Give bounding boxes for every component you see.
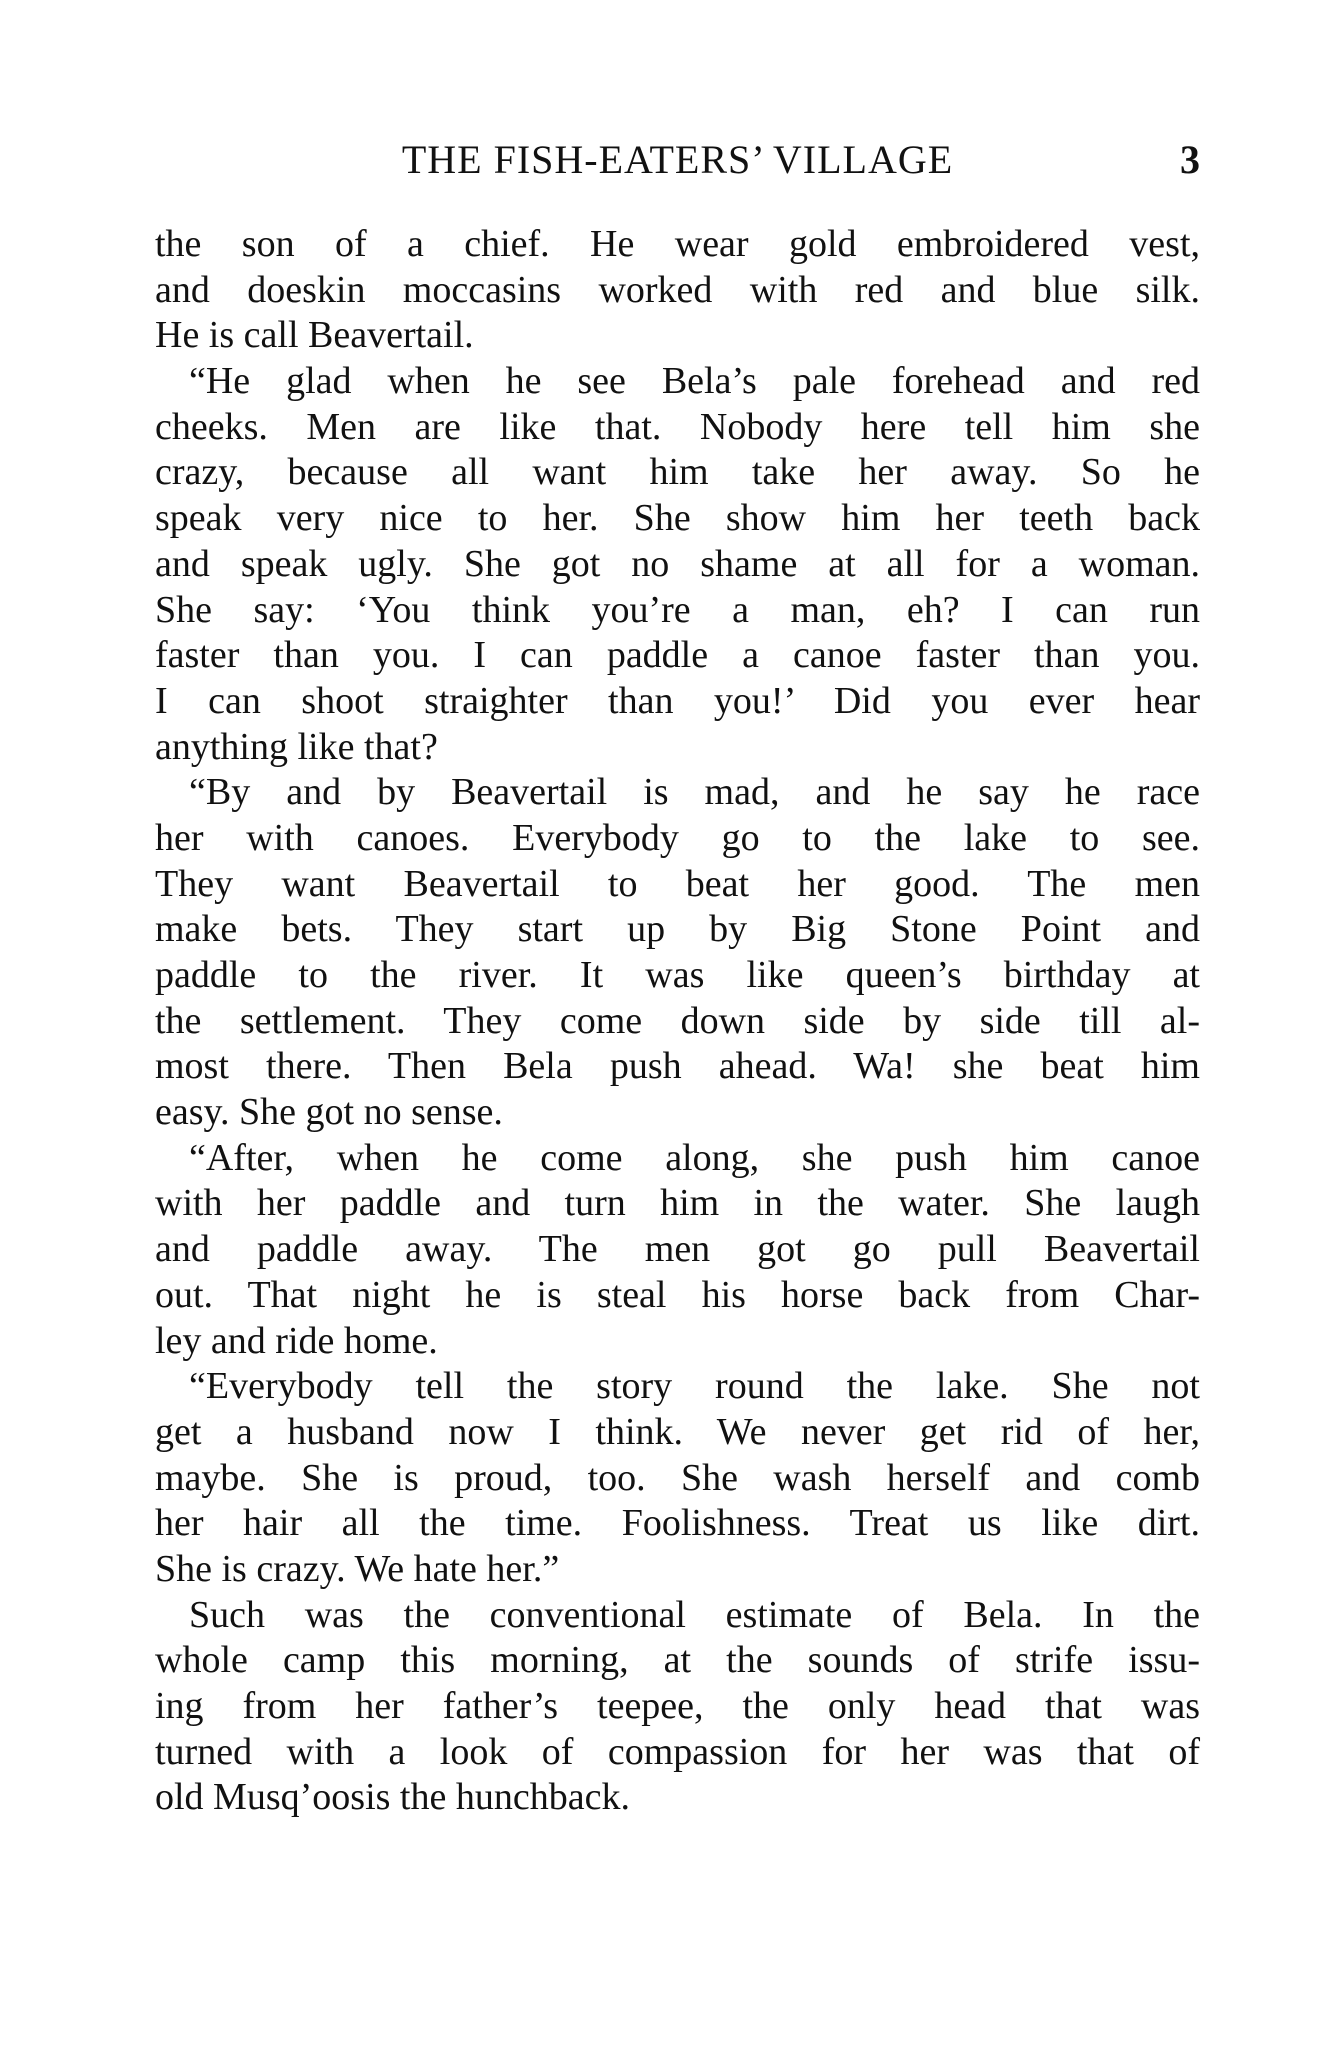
text-line: and paddle away. The men got go pull Beavertail xyxy=(155,1228,1200,1271)
running-title: THE FISH-EATERS’ VILLAGE xyxy=(401,137,954,182)
text-line: easy. She got no sense. xyxy=(155,1091,503,1134)
text-line: whole camp this morning, at the sounds of strife issu- xyxy=(155,1639,1200,1682)
text-line: I can shoot straighter than you!’ Did you ever hear xyxy=(155,679,1200,722)
text-line: “He glad when he see Bela’s pale forehead and red xyxy=(189,360,1200,403)
text-line: and speak ugly. She got no shame at all for a woman. xyxy=(155,542,1200,585)
text-line: out. That night he is steal his horse back from Char- xyxy=(155,1273,1200,1316)
running-head xyxy=(155,135,1200,185)
text-line: the son of a chief. He wear gold embroidered vest, xyxy=(155,223,1200,265)
text-line: crazy, because all want him take her away. So he xyxy=(155,451,1200,494)
text-line: her hair all the time. Foolishness. Treat us like dirt. xyxy=(155,1502,1200,1545)
text-line: maybe. She is proud, too. She wash herself and comb xyxy=(155,1456,1200,1499)
text-line: faster than you. I can paddle a canoe faster than you. xyxy=(155,634,1200,677)
text-line: They want Beavertail to beat her good. The men xyxy=(155,862,1200,905)
text-line: He is call Beavertail. xyxy=(155,314,474,357)
page-number: 3 xyxy=(1180,137,1200,182)
text-line: the settlement. They come down side by side till al- xyxy=(155,999,1200,1042)
text-line: She say: ‘You think you’re a man, eh? I can run xyxy=(155,588,1200,631)
text-line: ing from her father’s teepee, the only head that was xyxy=(155,1685,1200,1727)
text-line: “Everybody tell the story round the lake. She not xyxy=(189,1365,1200,1408)
text-line: turned with a look of compassion for her was that of xyxy=(155,1730,1200,1773)
text-line: and doeskin moccasins worked with red and blue silk. xyxy=(155,268,1200,311)
text-line: Such was the conventional estimate of Bela. In the xyxy=(189,1593,1200,1636)
text-line: speak very nice to her. She show him her teeth back xyxy=(155,497,1200,540)
text-line: “By and by Beavertail is mad, and he say he race xyxy=(189,771,1200,814)
body-text xyxy=(155,222,1200,1821)
text-line: most there. Then Bela push ahead. Wa! she beat him xyxy=(155,1045,1200,1088)
text-line: get a husband now I think. We never get rid of her, xyxy=(155,1410,1200,1453)
text-line: paddle to the river. It was like queen’s birthday at xyxy=(155,954,1200,996)
text-line: her with canoes. Everybody go to the lake to see. xyxy=(155,816,1200,859)
text-line: make bets. They start up by Big Stone Point and xyxy=(155,908,1200,951)
text-line: old Musq’oosis the hunchback. xyxy=(155,1776,630,1819)
text-line: anything like that? xyxy=(155,725,438,768)
text-line: She is crazy. We hate her.” xyxy=(155,1547,560,1590)
text-line: cheeks. Men are like that. Nobody here tell him she xyxy=(155,405,1200,448)
text-line: with her paddle and turn him in the water. She laugh xyxy=(155,1182,1200,1225)
text-line: “After, when he come along, she push him canoe xyxy=(189,1136,1200,1179)
text-line: ley and ride home. xyxy=(155,1319,438,1362)
